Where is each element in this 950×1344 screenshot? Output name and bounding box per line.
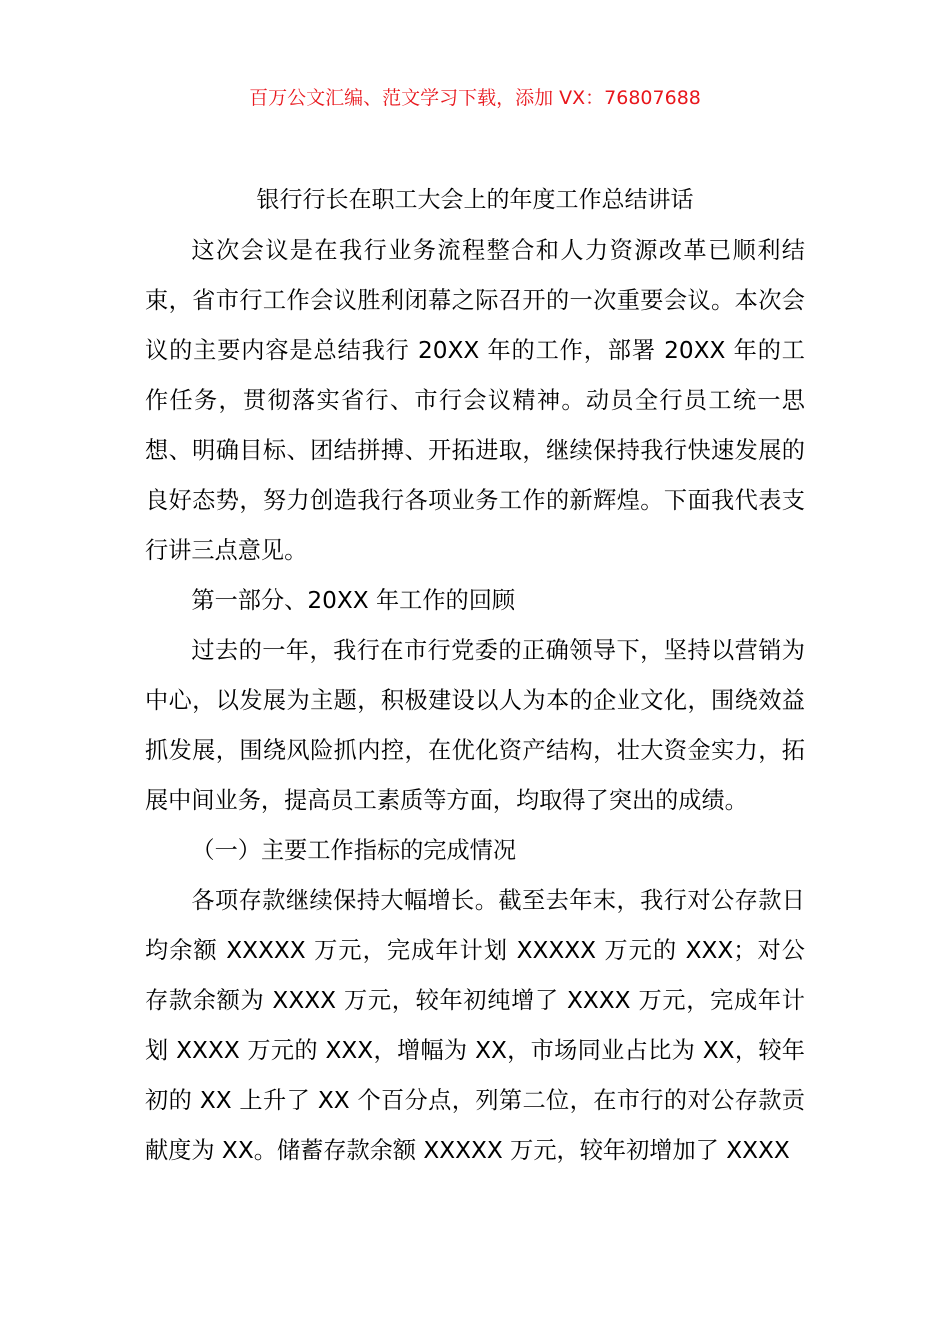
paragraph-intro: 这次会议是在我行业务流程整合和人力资源改革已顺利结束，省市行工作会议胜利闭幕之际召开的一次重要会议。本次会议的主要内容是总结我行 20XX 年的工作，部署 20XX 年的工作任务，贯彻落实省行、市行会议精神。动员全行员工统一思想、明确目标、团结拼搏、开拓进取，继续保持我行快速发展的良好态势，努力创造我行各项业务工作的新辉煌。下面我代表支行讲三点意见。: [145, 237, 805, 564]
paragraph-review: 过去的一年，我行在市行党委的正确领导下，坚持以营销为中心，以发展为主题，积极建设以人为本的企业文化，围绕效益抓发展，围绕风险抓内控，在优化资产结构，壮大资金实力，拓展中间业务，提高员工素质等方面，均取得了突出的成绩。: [145, 637, 805, 814]
document-body: [145, 226, 805, 1176]
document-title: 银行行长在职工大会上的年度工作总结讲话: [256, 187, 694, 213]
subsection-heading-indicators: （一）主要工作指标的完成情况: [191, 837, 517, 864]
promo-banner: 百万公文汇编、范文学习下载，添加 VX：76807688: [249, 87, 701, 109]
paragraph-deposits: 各项存款继续保持大幅增长。截至去年末，我行对公存款日均余额 XXXXX 万元，完成年计划 XXXXX 万元的 XXX；对公存款余额为 XXXX 万元，较年初纯增了 XXXX 万元，完成年计划 XXXX 万元的 XXX，增幅为 XX，市场同业占比为 XX，较年初的 XX 上升了 XX 个百分点，列第二位，在市行的对公存款贡献度为 XX。储蓄存款余额 XXXXX 万元，较年初增加了 XXXX: [145, 887, 805, 1164]
section-heading-part-one: 第一部分、20XX 年工作的回顾: [191, 587, 516, 614]
